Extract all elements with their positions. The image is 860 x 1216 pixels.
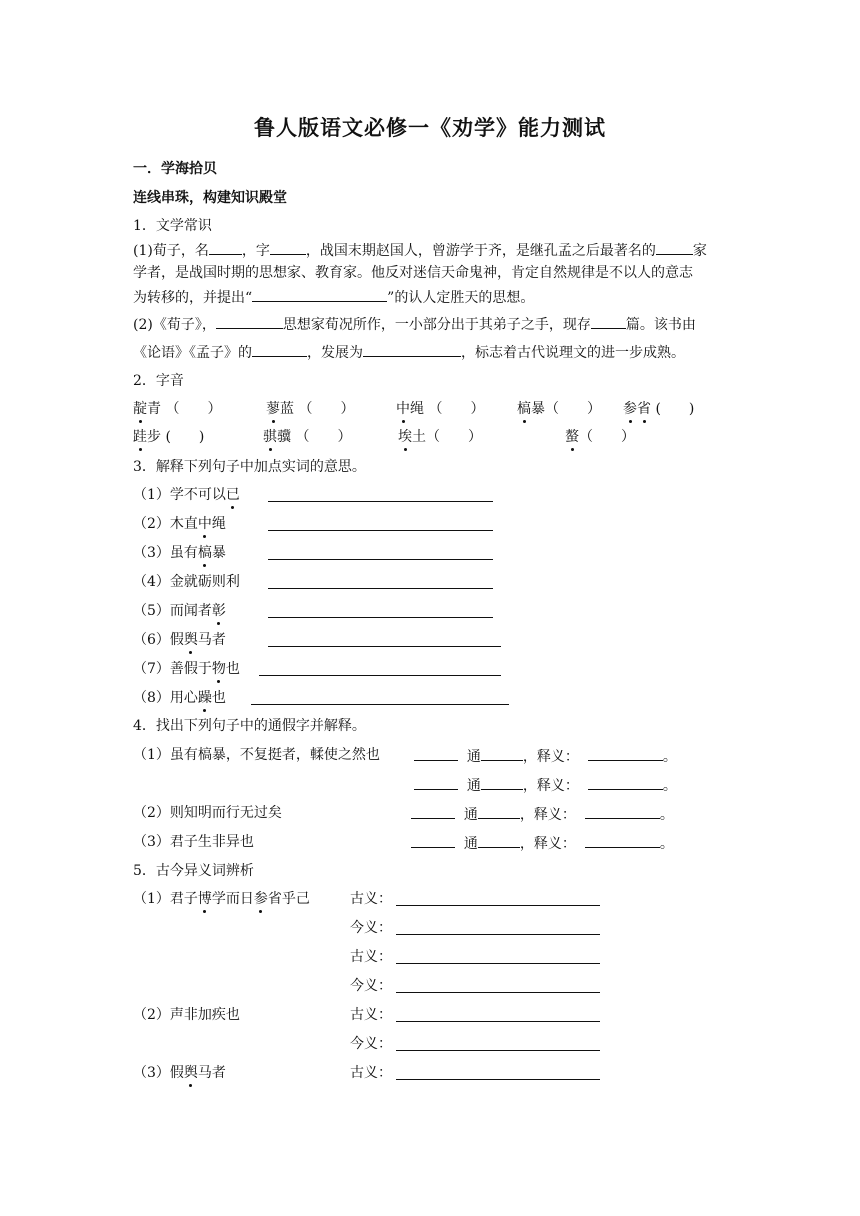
- answer-blank[interactable]: [588, 775, 663, 790]
- section-subtitle: 连线串珠，构建知识殿堂: [133, 190, 287, 206]
- answer-blank[interactable]: [585, 833, 660, 848]
- answer-blank[interactable]: [481, 775, 523, 790]
- question-2-heading: 2．字音: [133, 373, 184, 389]
- answer-line[interactable]: [268, 559, 493, 560]
- question-1-part-1: (1)荀子，名 ，字 ，战国末期赵国人，曾游学于齐，是继孔孟之后最著名的 家: [133, 240, 707, 260]
- pinyin-item: 中绳 （ ）: [396, 401, 485, 417]
- answer-line[interactable]: [396, 934, 600, 935]
- answer-line[interactable]: [396, 963, 600, 964]
- list-item: （2）声非加疾也: [133, 1007, 240, 1023]
- pinyin-item: 参省 ( ): [623, 401, 695, 417]
- list-item: （6）假舆马者: [133, 632, 226, 648]
- answer-line[interactable]: [396, 1079, 600, 1080]
- list-item: （2）木直中绳: [133, 516, 226, 532]
- list-item: （4）金就砺则利: [133, 574, 240, 590]
- answer-line[interactable]: [396, 905, 600, 906]
- answer-line[interactable]: [268, 617, 493, 618]
- answer-blank[interactable]: [252, 342, 307, 357]
- answer-blank[interactable]: ( ): [655, 401, 695, 417]
- answer-blank[interactable]: [411, 833, 455, 848]
- pinyin-item: 跬步 ( ): [133, 429, 205, 445]
- answer-blank[interactable]: （ ）: [545, 401, 601, 417]
- answer-line[interactable]: [251, 704, 509, 705]
- answer-blank[interactable]: [216, 314, 283, 329]
- pinyin-item: 埃土（ ）: [398, 429, 482, 445]
- modern-meaning-label: 今义：: [350, 920, 392, 936]
- list-item: （1）君子博学而日参省乎己: [133, 891, 310, 907]
- answer-blank[interactable]: [591, 314, 626, 329]
- answer-line[interactable]: [268, 501, 493, 502]
- answer-blank[interactable]: [656, 240, 693, 255]
- question-5-heading: 5．古今异义词辨析: [133, 863, 254, 879]
- question-1-part-1-line-2: 学者，是战国时期的思想家、教育家。他反对迷信天命鬼神，肯定自然规律是不以人的意志: [133, 265, 693, 281]
- answer-blank[interactable]: [588, 746, 663, 761]
- answer-line[interactable]: [396, 992, 600, 993]
- pinyin-item: 靛青 （ ）: [133, 401, 222, 417]
- ancient-meaning-label: 古义：: [350, 1065, 392, 1081]
- answer-blank[interactable]: [585, 804, 660, 819]
- modern-meaning-label: 今义：: [350, 1036, 392, 1052]
- answer-blank[interactable]: （ ）: [295, 429, 352, 445]
- answer-line[interactable]: [268, 646, 501, 647]
- question-4-heading: 4．找出下列句子中的通假字并解释。: [133, 718, 366, 734]
- answer-blank[interactable]: [414, 746, 458, 761]
- list-item: （1）学不可以已: [133, 487, 240, 503]
- modern-meaning-label: 今义：: [350, 978, 392, 994]
- question-1-part-2-line-2: 《论语》《孟子》的 ，发展为 ，标志着古代说理文的进一步成熟。: [133, 342, 685, 362]
- answer-line[interactable]: [396, 1050, 600, 1051]
- tongjia-answer-row: 通 ，释义： 。: [414, 775, 677, 795]
- list-item: （5）而闻者彰: [133, 603, 226, 619]
- list-item: （3）假舆马者: [133, 1065, 226, 1081]
- question-3-heading: 3．解释下列句子中加点实词的意思。: [133, 459, 366, 475]
- pinyin-item: 骐骥 （ ）: [263, 429, 352, 445]
- answer-blank[interactable]: （ ）: [298, 401, 355, 417]
- answer-blank[interactable]: [252, 287, 387, 302]
- question-1-heading: 1．文学常识: [133, 218, 212, 234]
- ancient-meaning-label: 古义：: [350, 949, 392, 965]
- answer-blank[interactable]: [363, 342, 461, 357]
- question-1-part-1-line-3: 为转移的，并提出“ ”的认人定胜天的思想。: [133, 287, 534, 307]
- list-item: （7）善假于物也: [133, 661, 240, 677]
- answer-blank[interactable]: [478, 833, 520, 848]
- answer-blank[interactable]: ( ): [165, 429, 205, 445]
- pinyin-item: 槁暴（ ）: [517, 401, 601, 417]
- answer-blank[interactable]: [478, 804, 520, 819]
- answer-line[interactable]: [268, 530, 493, 531]
- tongjia-answer-row: 通 ，释义： 。: [411, 804, 674, 824]
- list-item: （1）虽有槁暴，不复挺者，輮使之然也: [133, 747, 380, 763]
- answer-blank[interactable]: [414, 775, 458, 790]
- question-1-part-2: (2)《荀子》， 思想家荀况所作，一小部分出于其弟子之手，现存 篇。该书由: [133, 314, 696, 334]
- answer-line[interactable]: [268, 588, 493, 589]
- list-item: （3）虽有槁暴: [133, 545, 226, 561]
- answer-blank[interactable]: （ ）: [428, 401, 485, 417]
- list-item: （3）君子生非异也: [133, 834, 254, 850]
- answer-blank[interactable]: [481, 746, 523, 761]
- pinyin-item: 蓼蓝 （ ）: [266, 401, 355, 417]
- ancient-meaning-label: 古义：: [350, 1007, 392, 1023]
- answer-line[interactable]: [396, 1021, 600, 1022]
- tongjia-answer-row: 通 ，释义： 。: [411, 833, 674, 853]
- answer-blank[interactable]: [209, 240, 242, 255]
- answer-line[interactable]: [259, 675, 501, 676]
- answer-blank[interactable]: （ ）: [165, 401, 222, 417]
- tongjia-answer-row: 通 ，释义： 。: [414, 746, 677, 766]
- ancient-meaning-label: 古义：: [350, 891, 392, 907]
- answer-blank[interactable]: （ ）: [579, 429, 635, 445]
- section-heading: 一．学海拾贝: [133, 161, 217, 177]
- answer-blank[interactable]: （ ）: [426, 429, 482, 445]
- list-item: （8）用心躁也: [133, 690, 226, 706]
- page-title: 鲁人版语文必修一《劝学》能力测试: [254, 116, 606, 140]
- answer-blank[interactable]: [270, 240, 306, 255]
- list-item: （2）则知明而行无过矣: [133, 805, 282, 821]
- answer-blank[interactable]: [411, 804, 455, 819]
- pinyin-item: 螯（ ）: [565, 429, 635, 445]
